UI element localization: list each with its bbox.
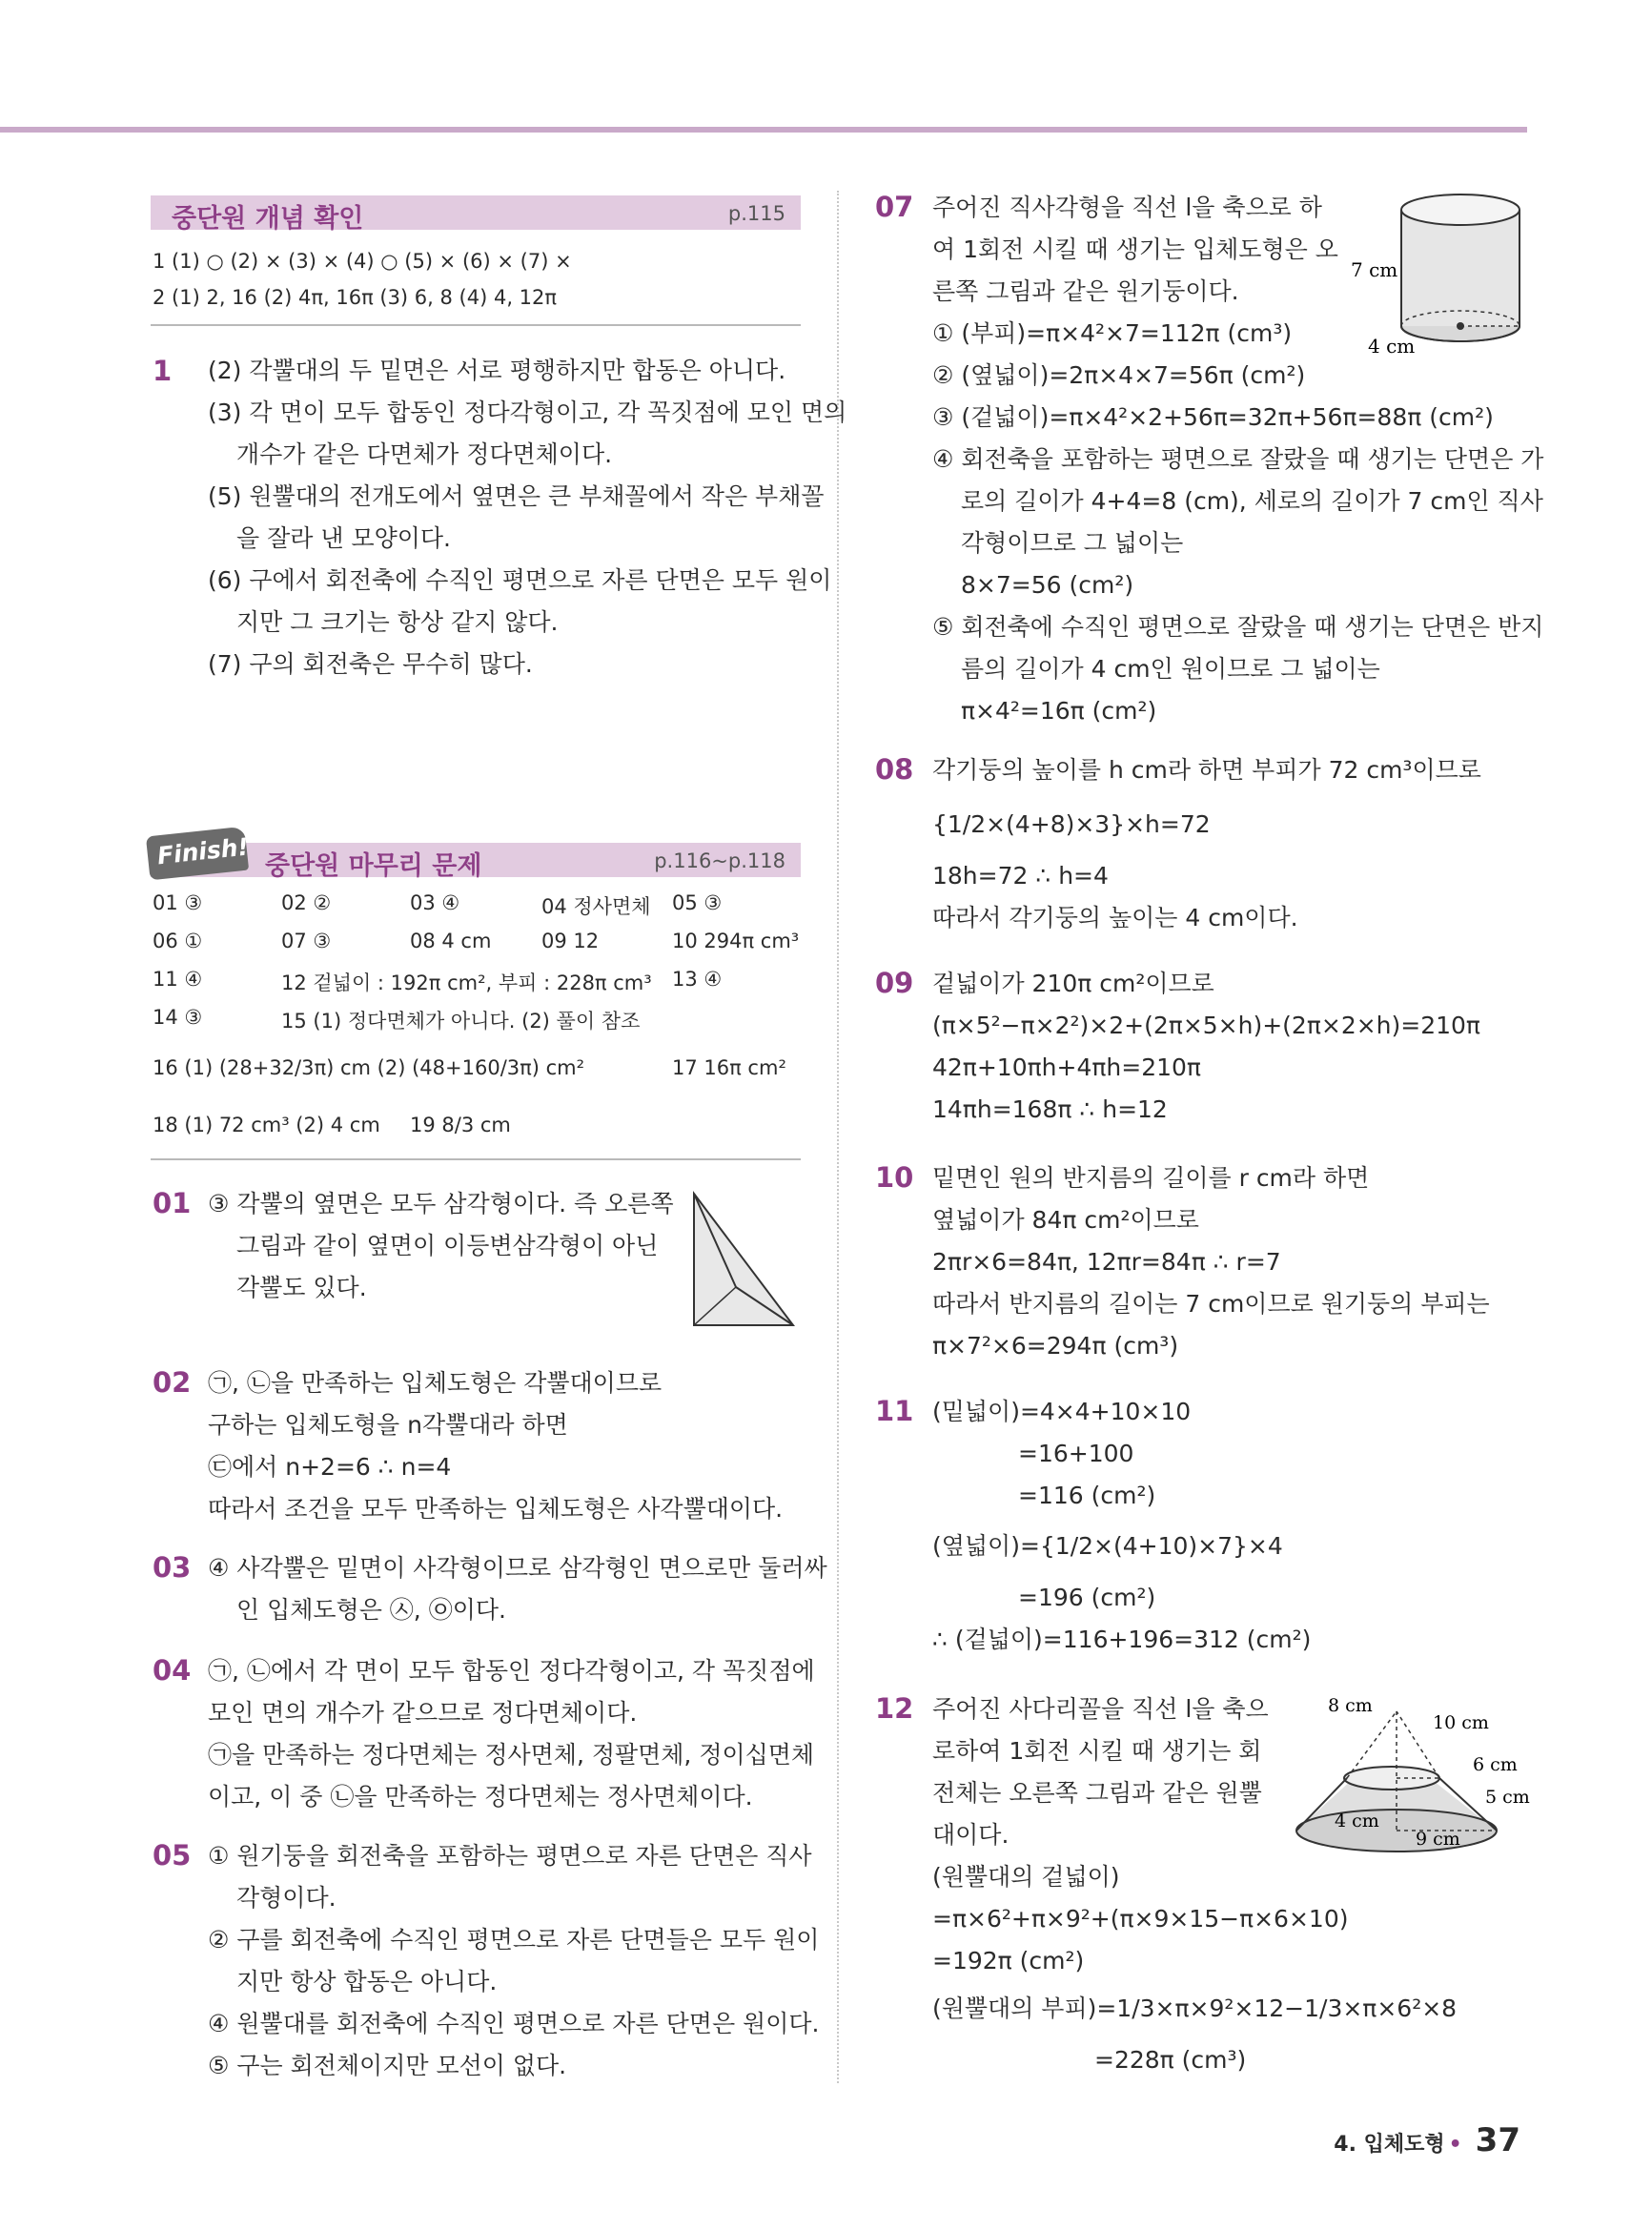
page-footer (1334, 2121, 1520, 2159)
solution-line: 각뿔도 있다. (236, 1274, 367, 1301)
answer-15: 15 (1) 정다면체가 아니다. (2) 풀이 참조 (281, 1010, 641, 1033)
concept-answer-2: 2 (1) 2, 16 (2) 4π, 16π (3) 6, 8 (4) 4, 12π (153, 286, 558, 309)
frustum-label-5: 5 cm (1485, 1787, 1530, 1808)
solution-line: 전체는 오른쪽 그림과 같은 원뿔 (932, 1779, 1262, 1807)
frustum-label-8: 8 cm (1328, 1695, 1373, 1716)
answer-10: 10 294π cm³ (672, 930, 800, 952)
q1-line: 지만 그 크기는 항상 같지 않다. (236, 608, 559, 636)
solution-line: (원뿔대의 부피)=1/3×π×9²×12−1/3×π×6²×8 (932, 1995, 1458, 2022)
solution-line: 모인 면의 개수가 같으므로 정다면체이다. (208, 1699, 638, 1727)
q1-line: (6) 구에서 회전축에 수직인 평면으로 자른 단면은 모두 원이 (208, 566, 832, 594)
answer-19: 19 8/3 cm (410, 1114, 511, 1136)
solution-line: 따라서 조건을 모두 만족하는 입체도형은 사각뿔대이다. (208, 1495, 784, 1523)
concept-page: p.115 (727, 202, 785, 225)
solution-number: 07 (875, 191, 914, 223)
finish-badge: Finish! (146, 827, 249, 881)
solution-line: 이고, 이 중 ㉡을 만족하는 정다면체는 정사면체이다. (208, 1783, 753, 1811)
frustum-label-9: 9 cm (1416, 1829, 1460, 1850)
solution-line: =116 (cm²) (1018, 1482, 1156, 1509)
solution-number: 04 (153, 1654, 192, 1687)
solution-line: 42π+10πh+4πh=210π (932, 1054, 1201, 1081)
answer-03: 03 ④ (410, 891, 460, 914)
solution-line: 밑면인 원의 반지름의 길이를 r cm라 하면 (932, 1164, 1370, 1192)
solution-line: =196 (cm²) (1018, 1584, 1156, 1611)
solution-number: 01 (153, 1187, 192, 1219)
concept-answer-1: 1 (1) ○ (2) × (3) × (4) ○ (5) × (6) × (7) × (153, 250, 572, 273)
solution-line: 옆넓이가 84π cm²이므로 (932, 1206, 1199, 1234)
answer-02: 02 ② (281, 891, 332, 914)
solution-line: 각형이다. (236, 1884, 337, 1912)
solution-line: 각형이므로 그 넓이는 (961, 529, 1184, 557)
finish-title: 중단원 마무리 문제 (265, 851, 482, 881)
cylinder-height-label: 7 cm (1351, 258, 1398, 281)
frustum-label-4: 4 cm (1335, 1811, 1379, 1831)
solution-line: (원뿔대의 겉넓이) (932, 1863, 1120, 1891)
solution-number: 03 (153, 1551, 192, 1584)
answer-06: 06 ① (153, 930, 203, 952)
solution-line: 름의 길이가 4 cm인 원이므로 그 넓이는 (961, 655, 1380, 683)
solution-line: 8×7=56 (cm²) (961, 571, 1134, 599)
solution-number: 08 (875, 753, 914, 786)
answer-18: 18 (1) 72 cm³ (2) 4 cm (153, 1114, 380, 1136)
answer-01: 01 ③ (153, 891, 203, 914)
solution-line: ① (부피)=π×4²×7=112π (cm³) (932, 319, 1293, 347)
solution-number: 09 (875, 967, 914, 999)
solution-line: ④ 회전축을 포함하는 평면으로 잘랐을 때 생기는 단면은 가 (932, 445, 1544, 473)
answer-11: 11 ④ (153, 968, 203, 991)
solution-line: 구하는 입체도형을 n각뿔대라 하면 (208, 1411, 568, 1439)
solution-line: 18h=72 ∴ h=4 (932, 862, 1109, 890)
divider (151, 324, 801, 326)
solution-line: ㉠, ㉡에서 각 면이 모두 합동인 정다각형이고, 각 꼭짓점에 (208, 1657, 815, 1685)
solution-line: ④ 원뿔대를 회전축에 수직인 평면으로 자른 단면은 원이다. (208, 2010, 820, 2037)
solution-line: ㉠, ㉡을 만족하는 입체도형은 각뿔대이므로 (208, 1369, 663, 1397)
solution-line: 겉넓이가 210π cm²이므로 (932, 970, 1214, 997)
answer-14: 14 ③ (153, 1006, 203, 1029)
solution-line: {1/2×(4+8)×3}×h=72 (932, 810, 1211, 838)
answer-05: 05 ③ (672, 891, 723, 914)
solution-line: ③ (겉넓이)=π×4²×2+56π=32π+56π=88π (cm²) (932, 403, 1494, 431)
page-number: 37 (1475, 2121, 1520, 2159)
q1-line: (3) 각 면이 모두 합동인 정다각형이고, 각 꼭짓점에 모인 면의 (208, 399, 847, 426)
solution-line: ③ 각뿔의 옆면은 모두 삼각형이다. 즉 오른쪽 (208, 1190, 674, 1217)
question-number: 1 (153, 355, 173, 387)
answer-17: 17 16π cm² (672, 1056, 786, 1079)
column-separator (837, 191, 839, 2083)
top-rule (0, 127, 1527, 133)
q1-line: (7) 구의 회전축은 무수히 많다. (208, 650, 533, 678)
solution-line: 인 입체도형은 ㉦, ㉧이다. (236, 1596, 506, 1624)
answer-13: 13 ④ (672, 968, 723, 991)
solution-line: =228π (cm³) (1094, 2046, 1247, 2074)
answer-08: 08 4 cm (410, 930, 492, 952)
frustum-label-10: 10 cm (1433, 1712, 1489, 1733)
answer-04: 04 정사면체 (541, 895, 651, 918)
solution-line: =π×6²+π×9²+(π×9×15−π×6×10) (932, 1905, 1349, 1933)
q1-line: (2) 각뿔대의 두 밑면은 서로 평행하지만 합동은 아니다. (208, 357, 786, 384)
solution-line: 지만 항상 합동은 아니다. (236, 1968, 498, 1995)
answer-16: 16 (1) (28+32/3π) cm (2) (48+160/3π) cm² (153, 1056, 585, 1079)
solution-line: =192π (cm²) (932, 1947, 1085, 1974)
solution-number: 12 (875, 1692, 914, 1725)
q1-line: 개수가 같은 다면체가 정다면체이다. (236, 440, 613, 468)
solution-line: ㉢에서 n+2=6 ∴ n=4 (208, 1453, 452, 1481)
solution-line: (밑넓이)=4×4+10×10 (932, 1398, 1192, 1425)
solution-number: 02 (153, 1366, 192, 1399)
solution-line: 따라서 각기둥의 높이는 4 cm이다. (932, 904, 1298, 931)
concept-title: 중단원 개념 확인 (172, 204, 364, 234)
solution-line: π×7²×6=294π (cm³) (932, 1332, 1179, 1360)
solution-line: π×4²=16π (cm²) (961, 697, 1157, 725)
solution-line: 14πh=168π ∴ h=12 (932, 1095, 1168, 1123)
solution-number: 11 (875, 1395, 914, 1427)
solution-line: ④ 사각뿔은 밑면이 사각형이므로 삼각형인 면으로만 둘러싸 (208, 1554, 827, 1582)
answer-12: 12 겉넓이 : 192π cm², 부피 : 228π cm³ (281, 972, 652, 994)
solution-line: 른쪽 그림과 같은 원기둥이다. (932, 277, 1239, 305)
solution-line: 로의 길이가 4+4=8 (cm), 세로의 길이가 7 cm인 직사 (961, 487, 1543, 515)
solution-line: ① 원기둥을 회전축을 포함하는 평면으로 자른 단면은 직사 (208, 1842, 812, 1870)
frustum-label-6: 6 cm (1473, 1754, 1518, 1775)
chapter-label: 4. 입체도형 (1334, 2133, 1445, 2157)
pyramid-figure (688, 1190, 803, 1331)
solution-line: ② 구를 회전축에 수직인 평면으로 자른 단면들은 모두 원이 (208, 1926, 820, 1954)
solution-line: ⑤ 구는 회전체이지만 모선이 없다. (208, 2052, 567, 2079)
solution-line: 주어진 사다리꼴을 직선 l을 축으 (932, 1695, 1269, 1723)
solution-line: 따라서 반지름의 길이는 7 cm이므로 원기둥의 부피는 (932, 1290, 1490, 1318)
answer-09: 09 12 (541, 930, 600, 952)
solution-number: 05 (153, 1839, 192, 1872)
solution-line: =16+100 (1018, 1440, 1134, 1467)
answer-07: 07 ③ (281, 930, 332, 952)
solution-line: 로하여 1회전 시킬 때 생기는 회 (932, 1737, 1262, 1765)
solution-line: 2πr×6=84π, 12πr=84π ∴ r=7 (932, 1248, 1281, 1276)
divider (151, 1158, 801, 1160)
solution-line: ㉠을 만족하는 정다면체는 정사면체, 정팔면체, 정이십면체 (208, 1741, 815, 1769)
concept-header (151, 195, 801, 234)
cylinder-radius-label: 4 cm (1368, 335, 1416, 358)
solution-line: ∴ (겉넓이)=116+196=312 (cm²) (932, 1626, 1312, 1653)
solution-line: 대이다. (932, 1821, 1010, 1849)
solution-line: 그림과 같이 옆면이 이등변삼각형이 아닌 (236, 1232, 659, 1259)
q1-line: (5) 원뿔대의 전개도에서 옆면은 큰 부채꼴에서 작은 부채꼴 (208, 482, 825, 510)
solution-line: 주어진 직사각형을 직선 l을 축으로 하 (932, 194, 1322, 221)
frustum-figure (1292, 1692, 1530, 1859)
solution-line: ② (옆넓이)=2π×4×7=56π (cm²) (932, 361, 1306, 389)
solution-line: ⑤ 회전축에 수직인 평면으로 잘랐을 때 생기는 단면은 반지 (932, 613, 1544, 641)
solution-line: (옆넓이)={1/2×(4+10)×7}×4 (932, 1532, 1283, 1560)
solution-line: 여 1회전 시킬 때 생기는 입체도형은 오 (932, 235, 1338, 263)
solution-line: (π×5²−π×2²)×2+(2π×5×h)+(2π×2×h)=210π (932, 1012, 1480, 1039)
finish-page: p.116~p.118 (654, 849, 785, 872)
solution-number: 10 (875, 1161, 914, 1194)
solution-line: 각기둥의 높이를 h cm라 하면 부피가 72 cm³이므로 (932, 756, 1481, 784)
cylinder-figure (1349, 191, 1530, 358)
bullet-icon: • (1448, 2133, 1462, 2157)
q1-line: 을 잘라 낸 모양이다. (236, 524, 451, 552)
